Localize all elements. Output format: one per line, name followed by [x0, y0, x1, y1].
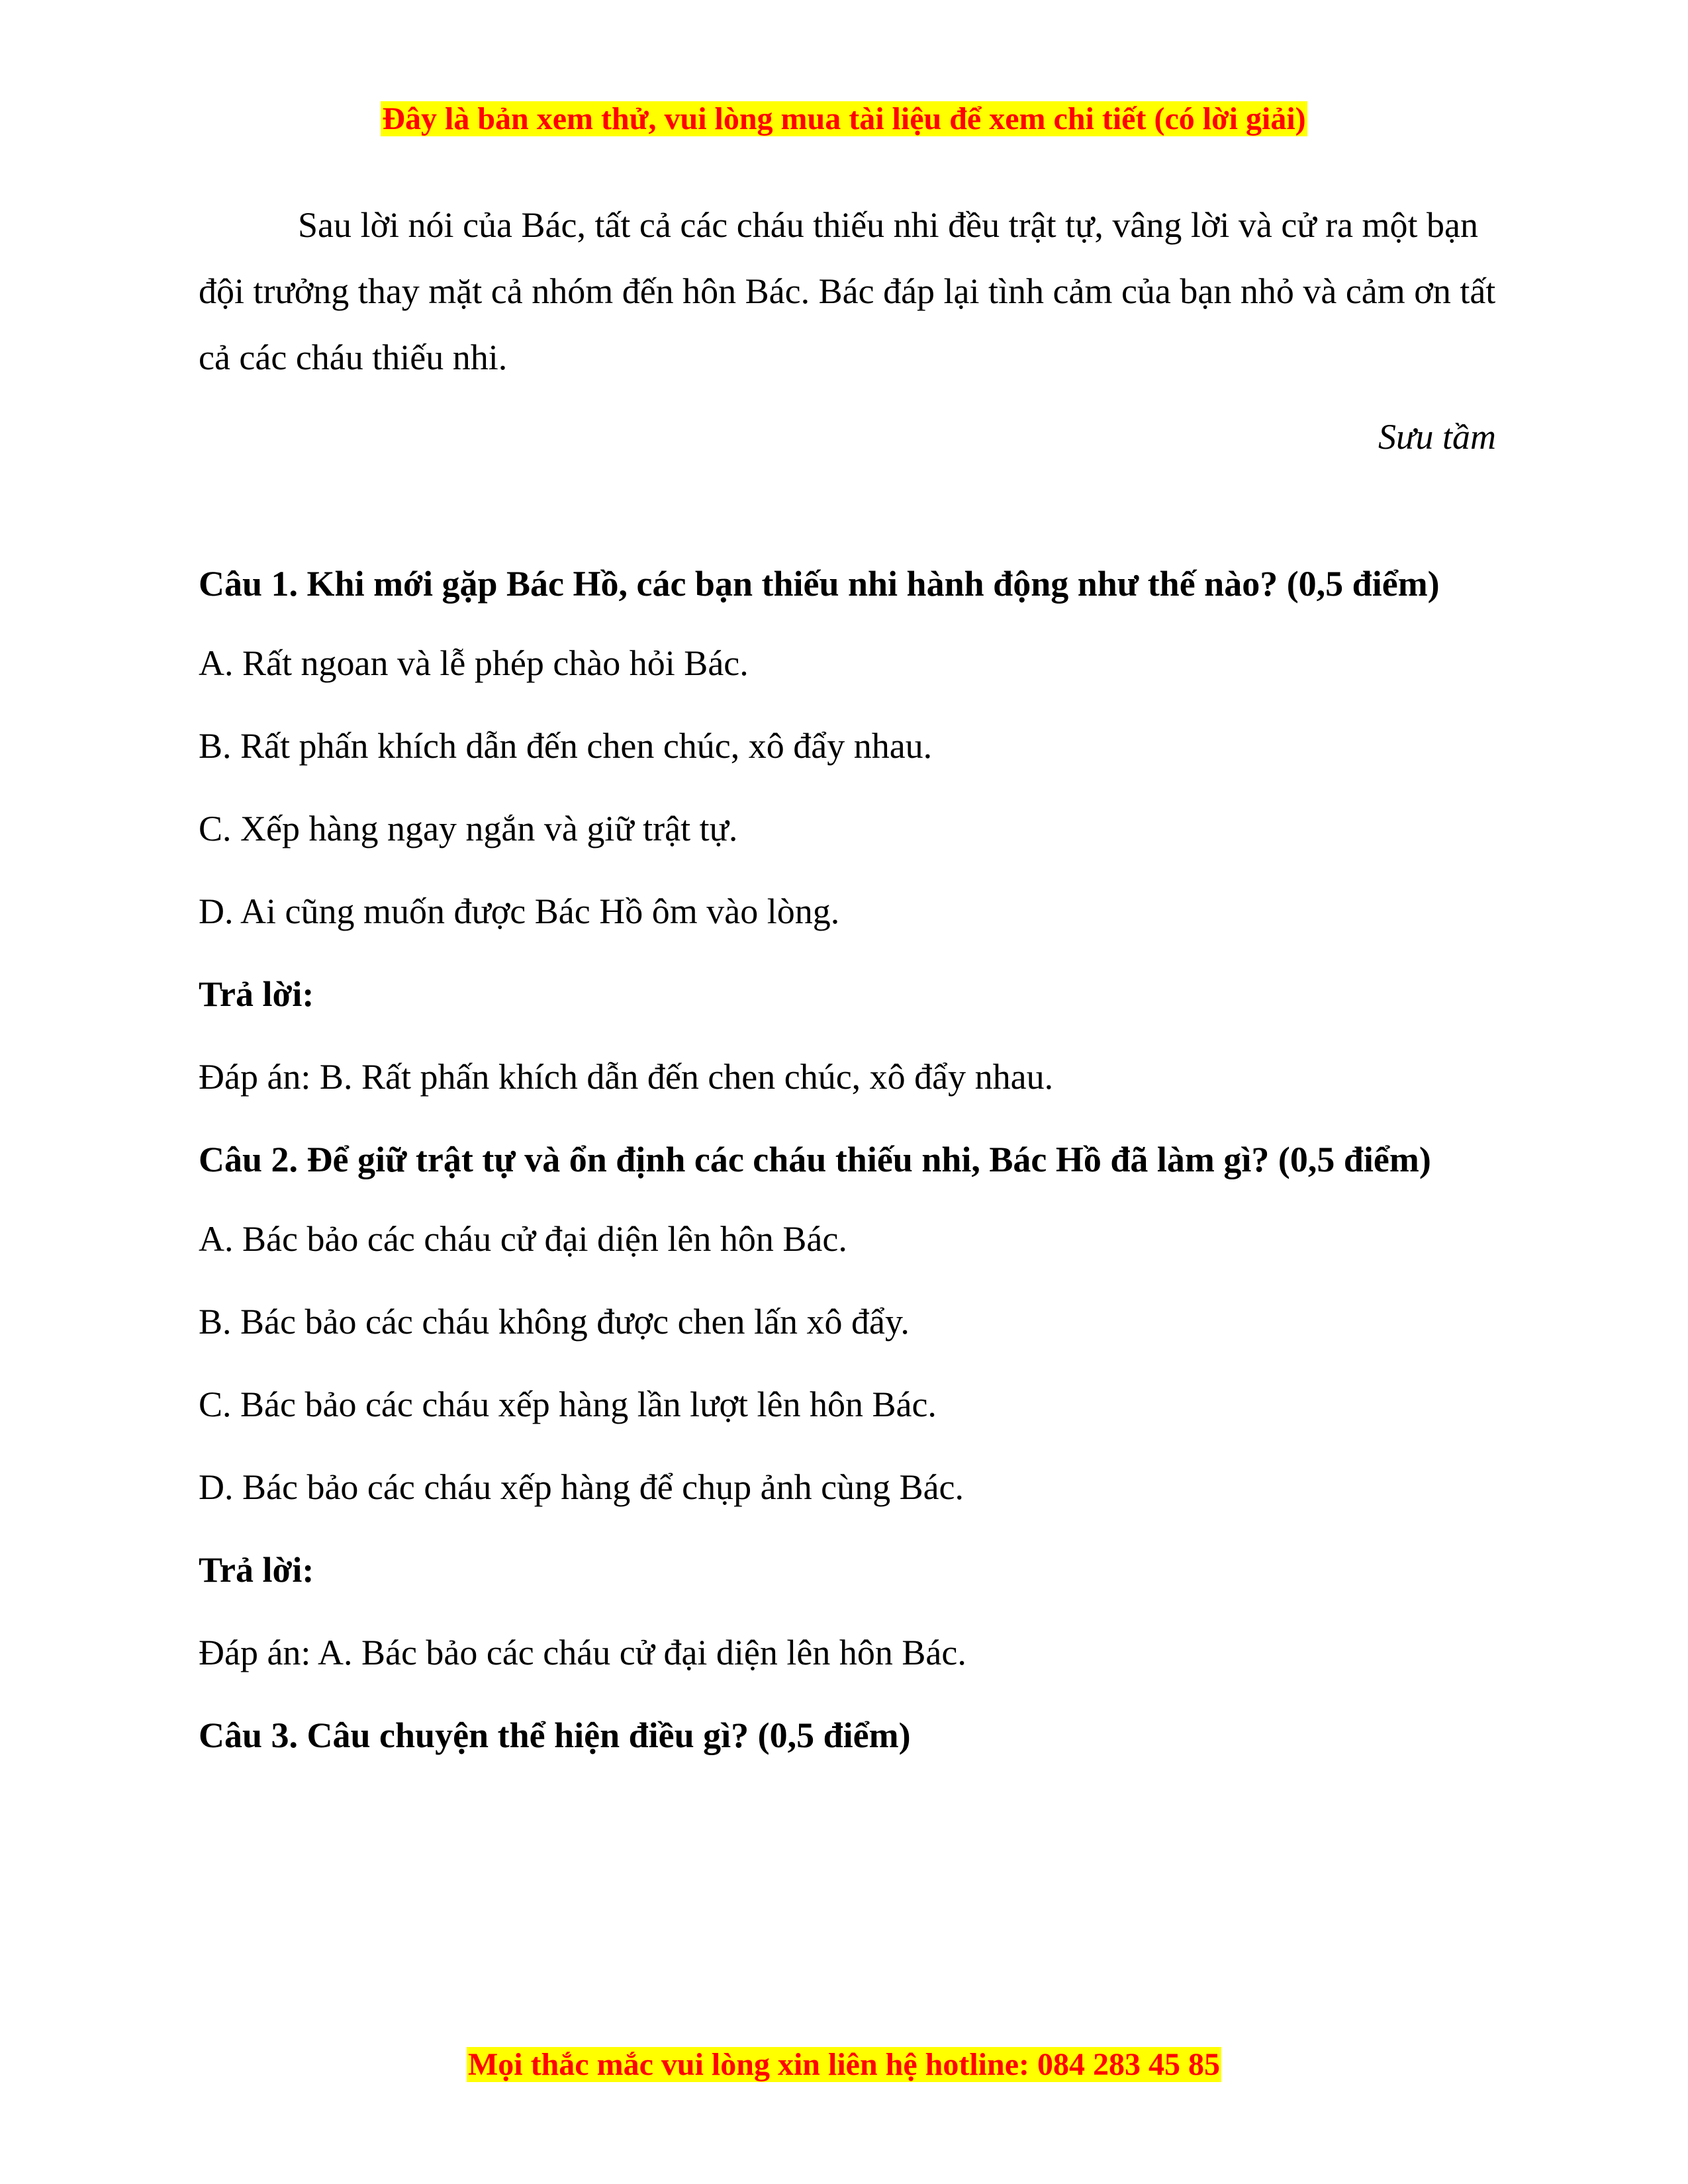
- answer-label: Trả lời:: [199, 974, 314, 1014]
- question-title: Câu 3. Câu chuyện thể hiện điều gì? (0,5 điểm): [199, 1715, 911, 1755]
- answer-text: Đáp án: B. Rất phấn khích dẫn đến chen chúc, xô đẩy nhau.: [199, 1057, 1054, 1097]
- answer-text: Đáp án: A. Bác bảo các cháu cử đại diện lên hôn Bác.: [199, 1633, 966, 1672]
- question-title: Câu 2. Để giữ trật tự và ổn định các cháu thiếu nhi, Bác Hồ đã làm gì? (0,5 điểm): [199, 1140, 1431, 1179]
- passage-paragraph: Sau lời nói của Bác, tất cả các cháu thiếu nhi đều trật tự, vâng lời và cử ra một bạn đội trưởng thay mặt cả nhóm đến hôn Bác. Bác đáp lại tình cảm của bạn nhỏ và cảm ơn tất cả các cháu thiếu nhi.: [199, 205, 1496, 377]
- question-3: [199, 1694, 1496, 1774]
- hotline-notice-text: Mọi thắc mắc vui lòng xin liên hệ hotline: 084 283 45 85: [467, 2047, 1220, 2082]
- answer-label: Trả lời:: [199, 1550, 314, 1590]
- passage-source: Sưu tầm: [1378, 417, 1496, 457]
- option-c: C. Bác bảo các cháu xếp hàng lần lượt lên hôn Bác.: [199, 1385, 937, 1424]
- question-1: [199, 543, 1496, 1118]
- option-c: C. Xếp hàng ngay ngắn và giữ trật tự.: [199, 809, 738, 848]
- option-a: A. Rất ngoan và lễ phép chào hỏi Bác.: [199, 643, 749, 683]
- question-2: [199, 1118, 1496, 1694]
- preview-notice-text: Đây là bản xem thử, vui lòng mua tài liệu để xem chi tiết (có lời giải): [382, 101, 1306, 136]
- hotline-notice: [0, 2045, 1688, 2085]
- preview-notice: [0, 99, 1688, 139]
- option-d: D. Bác bảo các cháu xếp hàng để chụp ảnh cùng Bác.: [199, 1467, 964, 1507]
- option-d: D. Ai cũng muốn được Bác Hồ ôm vào lòng.: [199, 891, 840, 931]
- option-a: A. Bác bảo các cháu cử đại diện lên hôn Bác.: [199, 1219, 847, 1259]
- question-title: Câu 1. Khi mới gặp Bác Hồ, các bạn thiếu nhi hành động như thế nào? (0,5 điểm): [199, 564, 1440, 604]
- option-b: B. Rất phấn khích dẫn đến chen chúc, xô đẩy nhau.: [199, 726, 933, 766]
- option-b: B. Bác bảo các cháu không được chen lấn xô đẩy.: [199, 1302, 910, 1342]
- document-body: [199, 192, 1496, 1774]
